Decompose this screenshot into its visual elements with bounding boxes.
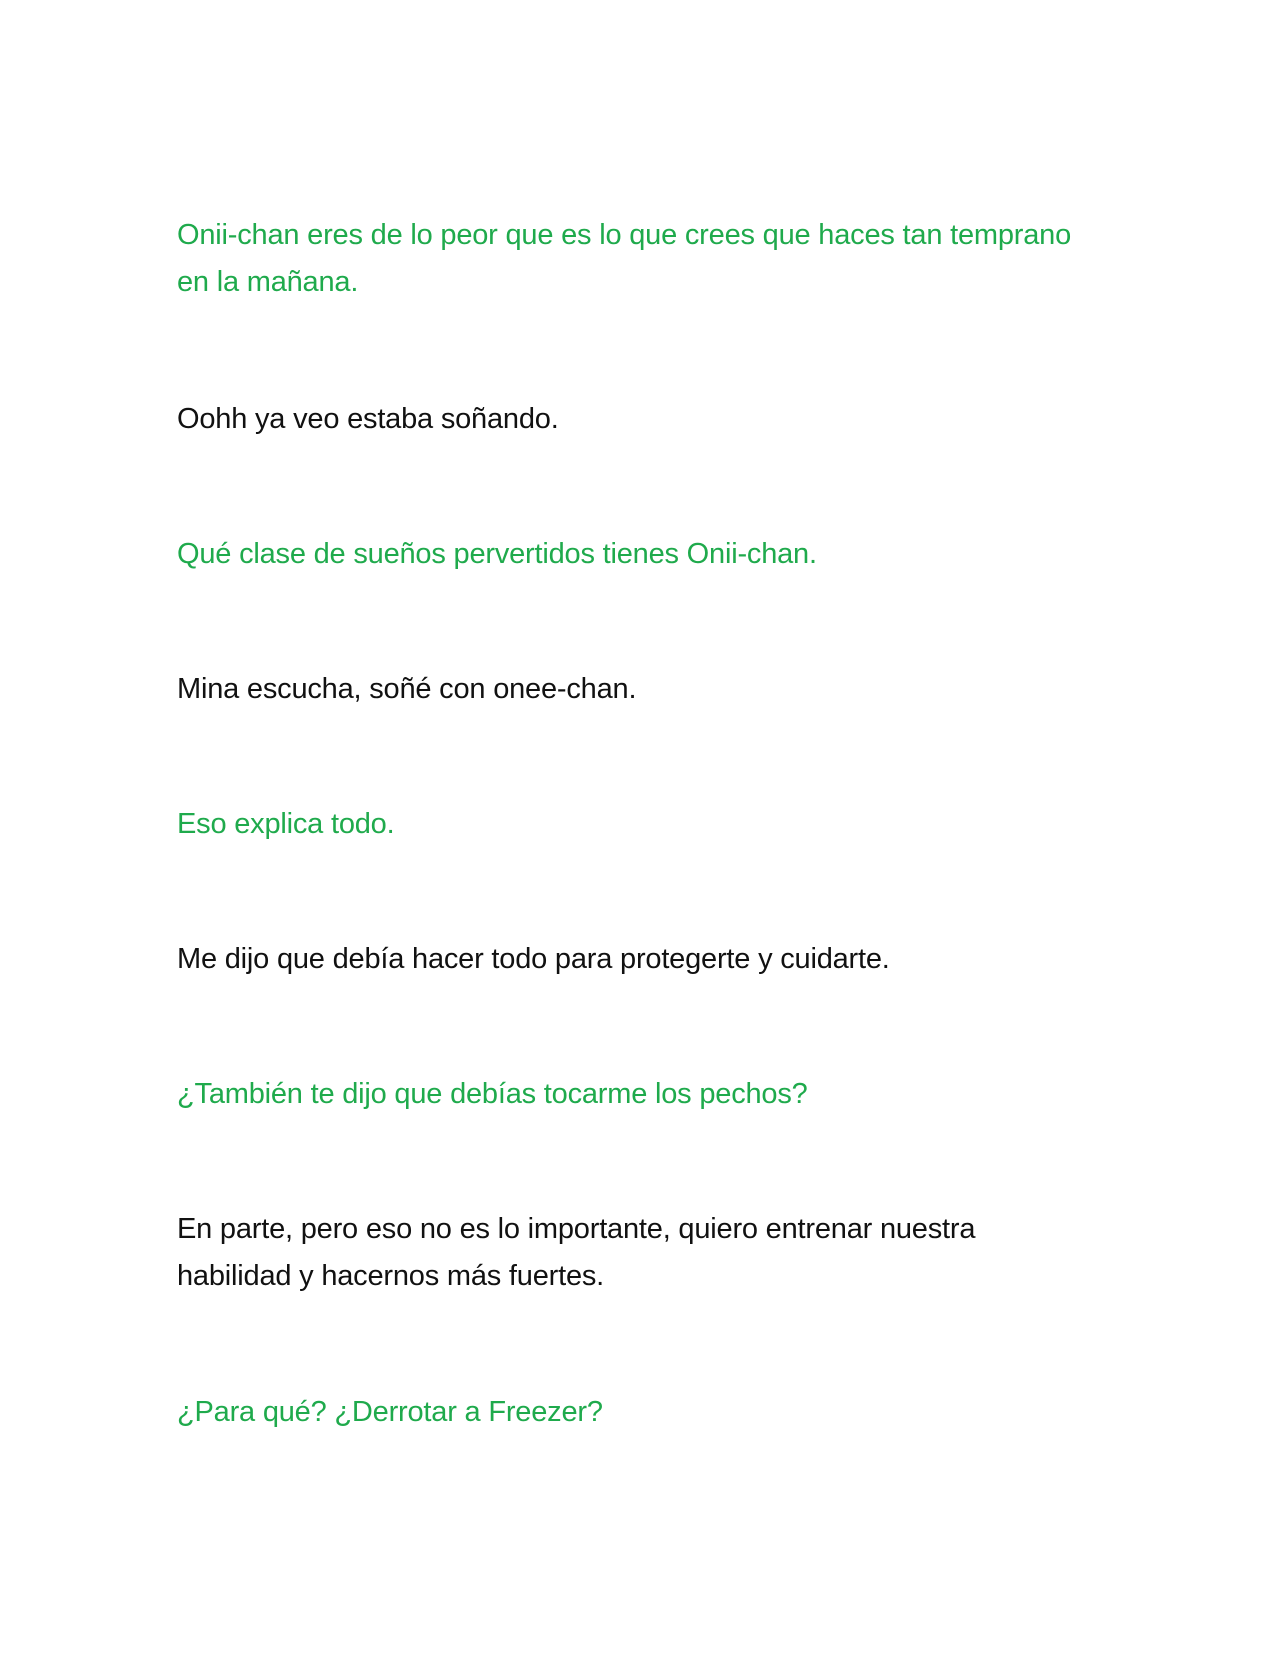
dialogue-line: Qué clase de sueños pervertidos tienes Onii-chan.: [177, 538, 817, 570]
dialogue-line: Mina escucha, soñé con onee-chan.: [177, 673, 637, 705]
dialogue-line: En parte, pero eso no es lo importante, quiero entrenar nuestra habilidad y hacernos más fuertes.: [177, 1213, 976, 1292]
dialogue-line: Oohh ya veo estaba soñando.: [177, 403, 559, 435]
dialogue-line: Eso explica todo.: [177, 808, 395, 840]
dialogue-line: ¿También te dijo que debías tocarme los pechos?: [177, 1078, 808, 1110]
dialogue-line: ¿Para qué? ¿Derrotar a Freezer?: [177, 1396, 603, 1428]
dialogue-line: Me dijo que debía hacer todo para protegerte y cuidarte.: [177, 943, 890, 975]
dialogue-line: Onii-chan eres de lo peor que es lo que crees que haces tan temprano en la mañana.: [177, 219, 1072, 298]
